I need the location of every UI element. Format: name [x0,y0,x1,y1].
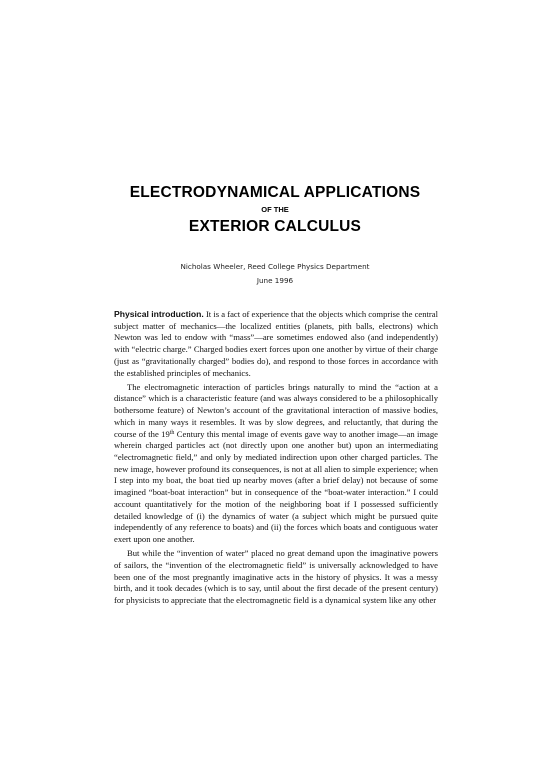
section-lead: Physical introduction. [114,309,204,319]
date-line: June 1996 [256,276,294,285]
paragraph-2-text-a: The electromagnetic interaction of particles brings naturally to mind the “action at a distance” which is a characteristic feature (and was always considered to be a philosophically bothersome feature) of Newton’s account of the gravitational interaction of massive bodies, which in many ways it resembles. It was by slow degrees, and reluctantly, that during the course of the 19 [114,381,438,439]
title-line-1: ELECTRODYNAMICAL APPLICATIONS [129,184,421,201]
ordinal-superscript: th [169,429,175,436]
paragraph-2 [114,382,438,546]
paragraph-1 [114,309,438,379]
paragraph-2-text-b: Century this mental image of events gave way to another image—an image wherein charged particles act (not directly upon one another but) upon an intermediating “electromagnetic field,” and only by mediated indirection upon other charged particles. The new image, however profound its consequences, is not at all alien to simple experience; when I step into my boat, the boat tied up nearby moves (after a brief delay) not because of some imagined “boat-boat interaction” but in consequence of the “boat-water interaction.” I could account quantitatively for the motion of the neighboring boat if I possessed sufficiently detailed knowledge of (i) the dynamics of water (a subject which might be pursued quite independently of any reference to boats) and (ii) the forces which boats and contiguous water exert upon one another. [114,428,438,545]
body-text [114,309,438,609]
author-line: Nicholas Wheeler, Reed College Physics Department [180,262,370,271]
paragraph-1-text: It is a fact of experience that the objects which comprise the central subject matter of mechanics—the localized entities (planets, pith balls, electrons) which Newton was led to endow with “mass”—are sometimes endowed also (and independently) with “electric charge.” Charged bodies exert forces upon one another by virtue of their charge (just as “gravitationally charged” bodies do), and respond to those forces in accordance with the established principles of mechanics. [114,309,438,378]
paragraph-3-text: But while the “invention of water” placed no great demand upon the imaginative powers of sailors, the “invention of the electromagnetic field” is universally acknowledged to have been one of the most pregnantly imaginative acts in the history of physics. It was a messy birth, and it took decades (which is to say, until about the first decade of the present century) for physicists to appreciate that the electromagnetic field is a dynamical system like any other [114,548,438,606]
title-line-2: EXTERIOR CALCULUS [188,218,362,235]
title-connector: OF THE [261,205,289,214]
paragraph-3 [114,548,438,607]
